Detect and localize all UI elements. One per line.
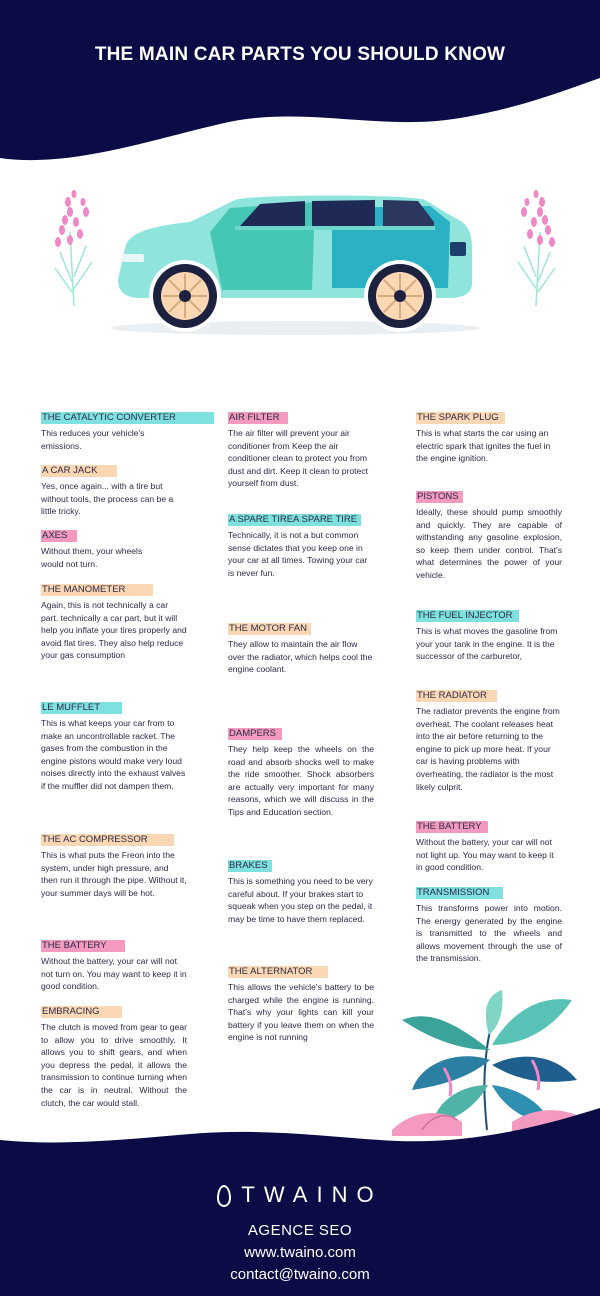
section-text: The air filter will prevent your air conditioner from Keep the air conditioner clean to protect you from dust and dirt. Keep it clean to protect yourself from dust. (228, 428, 368, 489)
email-link[interactable]: contact@twaino.com (230, 1266, 370, 1283)
section-dampers (228, 723, 374, 819)
section-label: THE MANOMETER (41, 584, 153, 596)
brand-name: TWAINO (241, 1182, 383, 1207)
section-spark-plug (416, 407, 562, 465)
section-text: They help keep the wheels on the road and absorb shocks well to make the ride smoother. Shock absorbers are actually very important for many reasons, which we will discuss in the Tips and Education section. (228, 744, 374, 817)
section-label: THE BATTERY (416, 821, 488, 833)
section-radiator (416, 685, 562, 793)
section-air-filter (228, 407, 374, 490)
section-pistons (416, 486, 562, 582)
section-embracing (41, 1001, 187, 1109)
page-title: THE MAIN CAR PARTS YOU SHOULD KNOW (94, 44, 506, 65)
section-muffler (41, 697, 187, 793)
section-text: This is something you need to be very careful about. If your brakes start to squeak when you step on the pedal, it may be time to have them replaced. (228, 876, 373, 924)
section-text: The radiator prevents the engine from overheat. The coolant releases heat into the air before returning to the engine to pick up more heat. If your car is having problems with overheating, the radiator is the most likely culprit. (416, 706, 560, 792)
section-label: LE MUFFLET (41, 702, 122, 714)
section-manometer (41, 579, 187, 662)
section-text: Ideally, these should pump smoothly and quickly. They are capable of withstanding any gasoline explosion, so keep them under control. That's what determines the power of your vehicle. (416, 507, 562, 580)
right-flower-illustration (510, 182, 560, 308)
section-text: The clutch is moved from gear to gear to allow you to drive smoothly. It allows you to shift gears, and when you depress the pedal, it allows the transmission to continue turning when the car is in neutral. Without the clutch, the car would stall. (41, 1022, 187, 1108)
section-label: THE MOTOR FAN (228, 623, 311, 635)
leaf-icon (217, 1185, 231, 1207)
section-text: Without the battery, your car will not not light up. You may want to keep it in good condition. (416, 837, 554, 873)
section-text: This is what puts the Freon into the system, under high pressure, and then run it through the pipe. Without it, your summer days will be hot. (41, 850, 187, 898)
section-label: THE SPARK PLUG (416, 412, 505, 424)
section-label: THE ALTERNATOR (228, 966, 328, 978)
section-battery-2 (416, 816, 562, 874)
section-label: A SPARE TIREA SPARE TIRE (228, 514, 361, 526)
section-label: THE BATTERY (41, 940, 125, 952)
website-link[interactable]: www.twaino.com (244, 1244, 356, 1261)
section-label: AXES (41, 530, 77, 542)
section-fuel-injector (416, 605, 562, 663)
section-axes (41, 525, 187, 570)
section-catalytic-converter (41, 407, 187, 452)
car-illustration (100, 188, 490, 338)
section-text: Without them, your wheels would not turn. (41, 546, 143, 569)
section-text: Technically, it is not a but common sense dictates that you keep one in your car at all times. Towing your car is never fun. (228, 530, 368, 578)
section-transmission (416, 882, 562, 965)
section-text: Again, this is not technically a car part. technically a car part, but it will help you inflate your tires properly and avoid flat tires. They also help reduce your gas consumption (41, 600, 187, 661)
section-ac-compressor (41, 829, 187, 899)
section-text: This is what starts the car using an electric spark that ignites the fuel in the engine ignition. (416, 428, 551, 464)
section-label: BRAKES (228, 860, 272, 872)
section-label: AIR FILTER (228, 412, 288, 424)
section-text: This reduces your vehicle's emissions. (41, 428, 145, 451)
section-text: This is what moves the gasoline from your your tank in the engine. It is the successor of the carburetor, (416, 626, 558, 662)
section-text: This is what keeps your car from to make an uncontrollable racket. The gases from the combustion in the engine pistons would make very loud noises directly into the exhaust valves if the muffler did not dampen them. (41, 718, 186, 791)
section-label: TRANSMISSION (416, 887, 503, 899)
section-label: THE CATALYTIC CONVERTER (41, 412, 214, 424)
section-text: They allow to maintain the air flow over the radiator, which helps cool the engine coolant. (228, 639, 373, 675)
section-label: THE RADIATOR (416, 690, 497, 702)
section-text: Without the battery, your car will not not turn on. You may want to keep it in good condition. (41, 956, 187, 992)
section-alternator (228, 961, 374, 1044)
left-flower-illustration (50, 182, 100, 308)
section-battery-1 (41, 935, 187, 993)
agency-label: AGENCE SEO (247, 1222, 353, 1239)
section-text: Yes, once again... with a tire but without tools, the process can be a little tricky. (41, 481, 174, 517)
section-brakes (228, 855, 374, 925)
section-label: A CAR JACK (41, 465, 117, 477)
section-label: THE FUEL INJECTOR (416, 610, 519, 622)
section-text: This transforms power into motion. The energy generated by the engine is transmitted to the wheels and allows movement through the use of the transmission. (416, 903, 562, 964)
header-background (0, 0, 600, 180)
section-spare-tire (228, 509, 374, 579)
section-label: THE AC COMPRESSOR (41, 834, 174, 846)
section-car-jack (41, 460, 187, 518)
section-text: This allows the vehicle's battery to be charged while the engine is running. That's why your lights can kill your battery if you leave them on when the engine is not running (228, 982, 374, 1043)
section-label: DAMPERS (228, 728, 282, 740)
section-label: EMBRACING (41, 1006, 122, 1018)
brand-logo (0, 1182, 600, 1208)
section-motor-fan (228, 618, 374, 676)
section-label: PISTONS (416, 491, 463, 503)
